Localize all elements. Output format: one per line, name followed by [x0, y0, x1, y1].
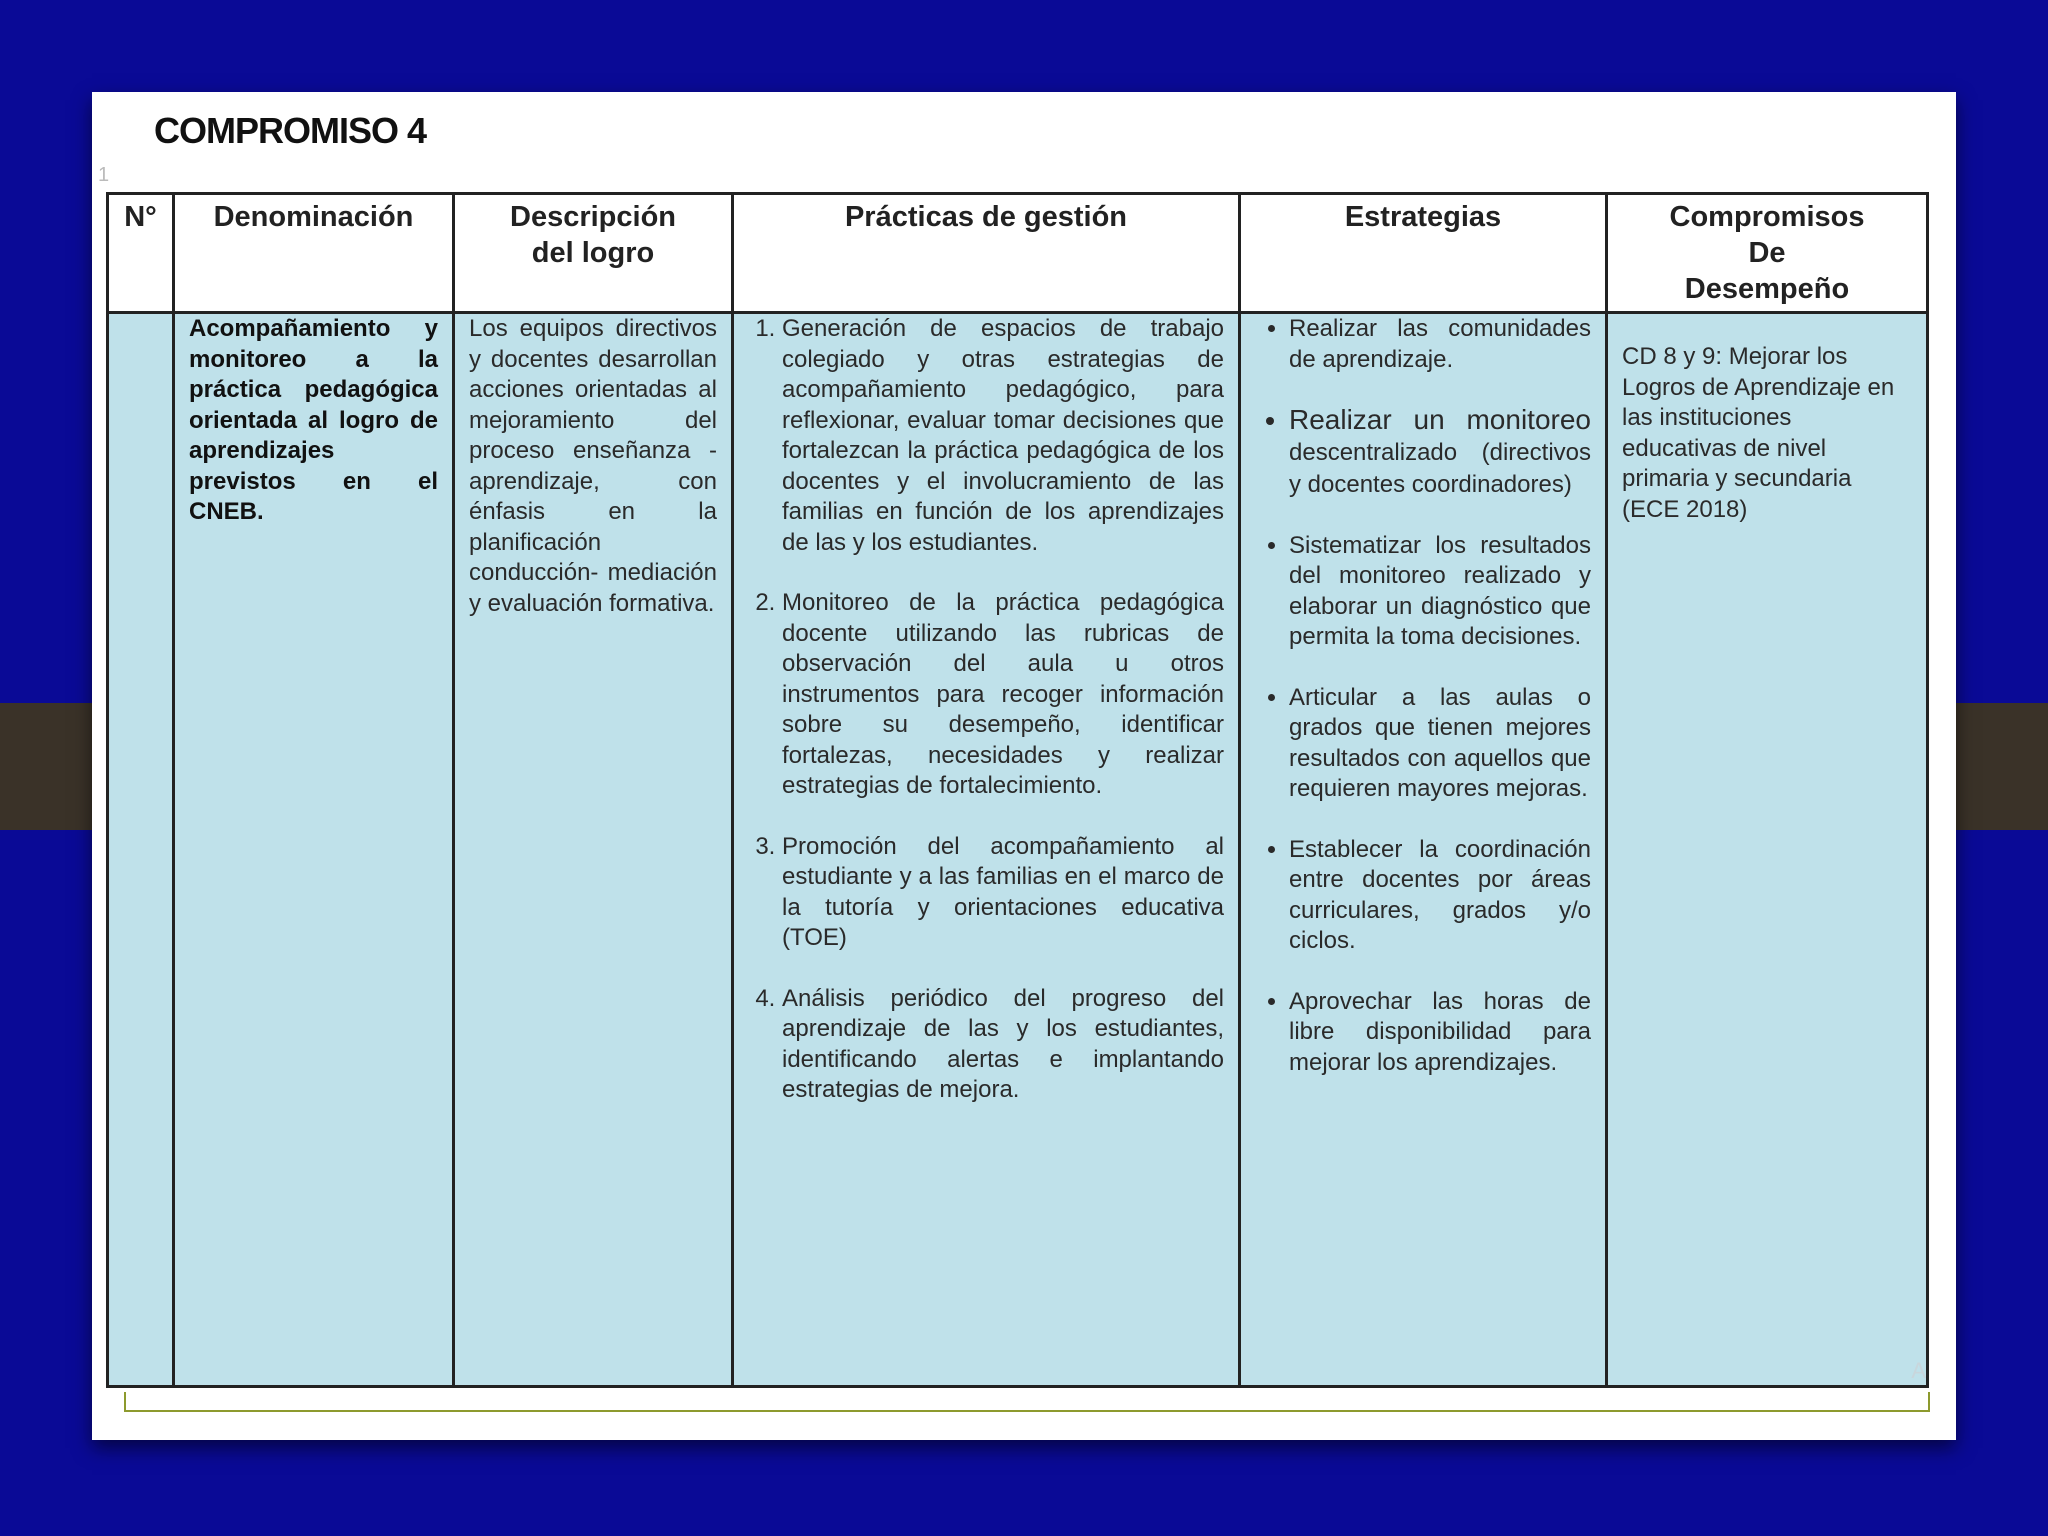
commitment-table [106, 192, 1929, 1388]
cell-descripcion: Los equipos directivos y docentes desarrollan acciones orientadas al mejoramiento del proceso enseñanza - aprendizaje, con énfasis en la planificación conducción- mediación y evaluación formativa. [454, 313, 733, 1387]
page-marker: 1 [98, 164, 110, 186]
estrategia-item-head: Realizar un monitoreo [1289, 404, 1591, 435]
estrategia-item: • Articular a las aulas o grados que tienen mejores resultados con aquellos que requieren mayores mejoras. [1289, 683, 1591, 805]
estrategia-item [1289, 405, 1591, 501]
practica-item: 3. Promoción del acompañamiento al estudiante y a las familias en el marco de la tutoría y orientaciones educativa (TOE) [782, 832, 1224, 954]
watermark: A [1911, 1358, 1926, 1383]
estrategias-list [1255, 314, 1591, 1078]
estrategia-item-rest: descentralizado (directivos y docentes coordinadores) [1289, 438, 1591, 498]
cell-compromisos: CD 8 y 9: Mejorar los Logros de Aprendizaje en las instituciones educativas de nivel primaria y secundaria (ECE 2018) [1607, 313, 1928, 1387]
table-row [108, 313, 1928, 1387]
practica-item: 1. Generación de espacios de trabajo colegiado y otras estrategias de acompañamiento pedagógico, para reflexionar, evaluar tomar decisiones que fortalezcan la práctica pedagógica de los docentes y el involucramiento de las familias en función de los aprendizajes de las y los estudiantes. [782, 314, 1224, 558]
header-practicas: Prácticas de gestión [733, 194, 1240, 313]
header-descripcion-line2: del logro [531, 237, 655, 269]
estrategia-item: • Aprovechar las horas de libre disponibilidad para mejorar los aprendizajes. [1289, 987, 1591, 1079]
header-compromisos-line1: Compromisos [1669, 201, 1865, 233]
header-descripcion-line1: Descripción [510, 201, 676, 233]
slide [92, 92, 1956, 1440]
header-num: N° [108, 194, 174, 313]
cell-num [108, 313, 174, 1387]
header-compromisos [1607, 194, 1928, 313]
slide-title: COMPROMISO 4 [154, 110, 427, 151]
cell-denominacion: Acompañamiento y monitoreo a la práctica pedagógica orientada al logro de aprendizajes previstos en el CNEB. [174, 313, 454, 1387]
practica-item: 4. Análisis periódico del progreso del aprendizaje de las y los estudiantes, identificando alertas e implantando estrategias de mejora. [782, 984, 1224, 1106]
header-descripcion [454, 194, 733, 313]
table-header-row [108, 194, 1928, 313]
estrategia-item: • Establecer la coordinación entre docentes por áreas curriculares, grados y/o ciclos. [1289, 835, 1591, 957]
header-compromisos-line2: De [1748, 237, 1786, 269]
header-denominacion: Denominación [174, 194, 454, 313]
estrategia-item: • Sistematizar los resultados del monitoreo realizado y elaborar un diagnóstico que permita la toma decisiones. [1289, 531, 1591, 653]
bottom-decor-line [124, 1392, 1930, 1412]
cell-estrategias [1240, 313, 1607, 1387]
estrategia-item: • Realizar las comunidades de aprendizaje. [1289, 314, 1591, 375]
cell-practicas [733, 313, 1240, 1387]
left-decor-bar [0, 703, 100, 830]
practica-item: 2. Monitoreo de la práctica pedagógica docente utilizando las rubricas de observación del aula u otros instrumentos para recoger información sobre su desempeño, identificar fortalezas, necesidades y realizar estrategias de fortalecimiento. [782, 588, 1224, 802]
header-estrategias: Estrategias [1240, 194, 1607, 313]
header-compromisos-line3: Desempeño [1684, 273, 1850, 305]
practicas-list [748, 314, 1224, 1106]
